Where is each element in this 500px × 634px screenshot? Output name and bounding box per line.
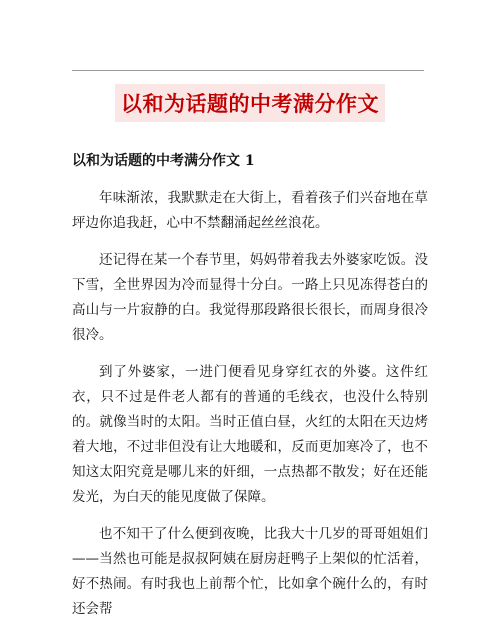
article-body <box>72 150 428 634</box>
section-heading: 以和为话题的中考满分作文 1 <box>72 153 255 169</box>
page-title: 以和为话题的中考满分作文 <box>115 84 385 122</box>
paragraph-1: 年味渐浓，我默默走在大街上，看着孩子们兴奋地在草坪边你追我赶，心中不禁翻涌起丝丝浪花。 <box>72 190 428 231</box>
paragraph-4: 也不知干了什么便到夜晚，比我大十几岁的哥哥姐姐们——当然也可能是叔叔阿姨在厨房赶鸭子上架似的忙活着，好不热闹。有时我也上前帮个忙，比如拿个碗什么的，有时还会帮 <box>72 526 428 617</box>
paragraph-3: 到了外婆家，一进门便看见身穿红衣的外婆。这件红衣，只不过是件老人都有的普通的毛线衣，也没什么特别的。就像当时的太阳。当时正值白昼，火红的太阳在天边烤着大地，不过非但没有让大地暖和，反而更加寒冷了，也不知这太阳究竟是哪儿来的奸细，一点热都不散发；好在还能发光，为白天的能见度做了保障。 <box>72 364 428 505</box>
paragraph-2: 还记得在某一个春节里，妈妈带着我去外婆家吃饭。没下雪，全世界因为冷而显得十分白。一路上只见冻得苍白的高山与一片寂静的白。我觉得那段路很长很长，而周身很冷很冷。 <box>72 252 428 343</box>
top-divider <box>72 70 424 71</box>
title-container <box>0 84 500 122</box>
